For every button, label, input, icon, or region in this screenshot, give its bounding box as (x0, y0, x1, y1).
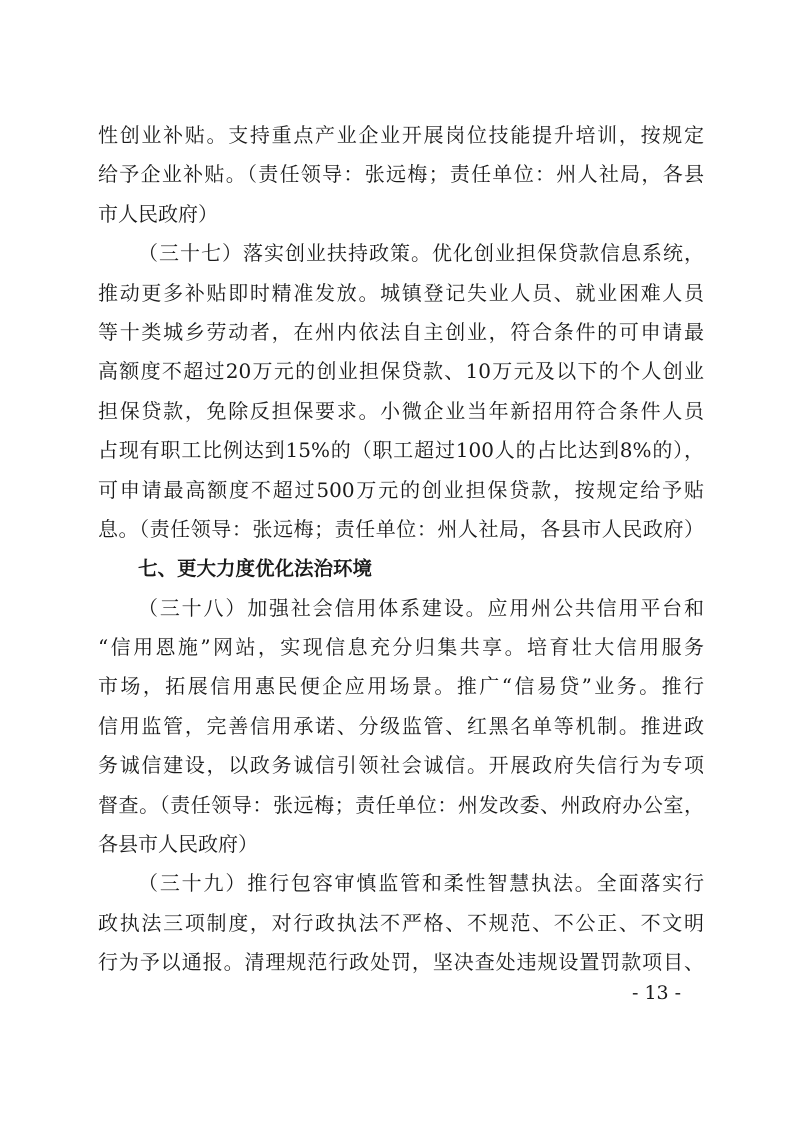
text-line: 各县市人民政府） (98, 832, 258, 857)
text-line: （三十七）落实创业扶持政策。优化创业担保贷款信息系统， (138, 241, 704, 266)
text-line: 性创业补贴。支持重点产业企业开展岗位技能提升培训，按规定 (98, 123, 704, 147)
page-number: - 13 - (632, 982, 682, 1004)
text-line: 息。（责任领导：张远梅；责任单位：州人社局，各县市人民政府） (98, 516, 704, 541)
text-line: “信用恩施”网站，实现信息充分归集共享。培育壮大信用服务 (98, 635, 704, 660)
text-line: 可申请最高额度不超过500万元的创业担保贷款，按规定给予贴 (98, 477, 704, 502)
text-line: （三十九）推行包容审慎监管和柔性智慧执法。全面落实行 (138, 871, 704, 896)
text-line: 担保贷款，免除反担保要求。小微企业当年新招用符合条件人员 (98, 398, 704, 423)
text-line: 高额度不超过20万元的创业担保贷款、10万元及以下的个人创业 (98, 359, 704, 384)
text-line: 信用监管，完善信用承诺、分级监管、红黑名单等机制。推进政 (98, 713, 704, 738)
text-line: 政执法三项制度，对行政执法不严格、不规范、不公正、不文明 (98, 910, 704, 935)
text-line: 推动更多补贴即时精准发放。城镇登记失业人员、就业困难人员 (98, 280, 704, 305)
text-line: 务诚信建设，以政务诚信引领社会诚信。开展政府失信行为专项 (98, 753, 704, 778)
text-line: 市人民政府） (98, 201, 218, 226)
section-heading: 七、更大力度优化法治环境 (138, 557, 373, 581)
text-line: 占现有职工比例达到15%的（职工超过100人的占比达到8%的）， (98, 438, 704, 463)
text-line: 行为予以通报。清理规范行政处罚，坚决查处违规设置罚款项目、 (98, 950, 704, 975)
text-line: 给予企业补贴。（责任领导：张远梅；责任单位：州人社局，各县 (98, 162, 704, 187)
text-line: 市场，拓展信用惠民便企应用场景。推广“信易贷”业务。推行 (98, 674, 704, 699)
text-line: （三十八）加强社会信用体系建设。应用州公共信用平台和 (138, 595, 704, 620)
body-text (98, 116, 704, 983)
text-line: 等十类城乡劳动者，在州内依法自主创业，符合条件的可申请最 (98, 319, 704, 344)
text-line: 督查。（责任领导：张远梅；责任单位：州发改委、州政府办公室， (98, 792, 704, 817)
